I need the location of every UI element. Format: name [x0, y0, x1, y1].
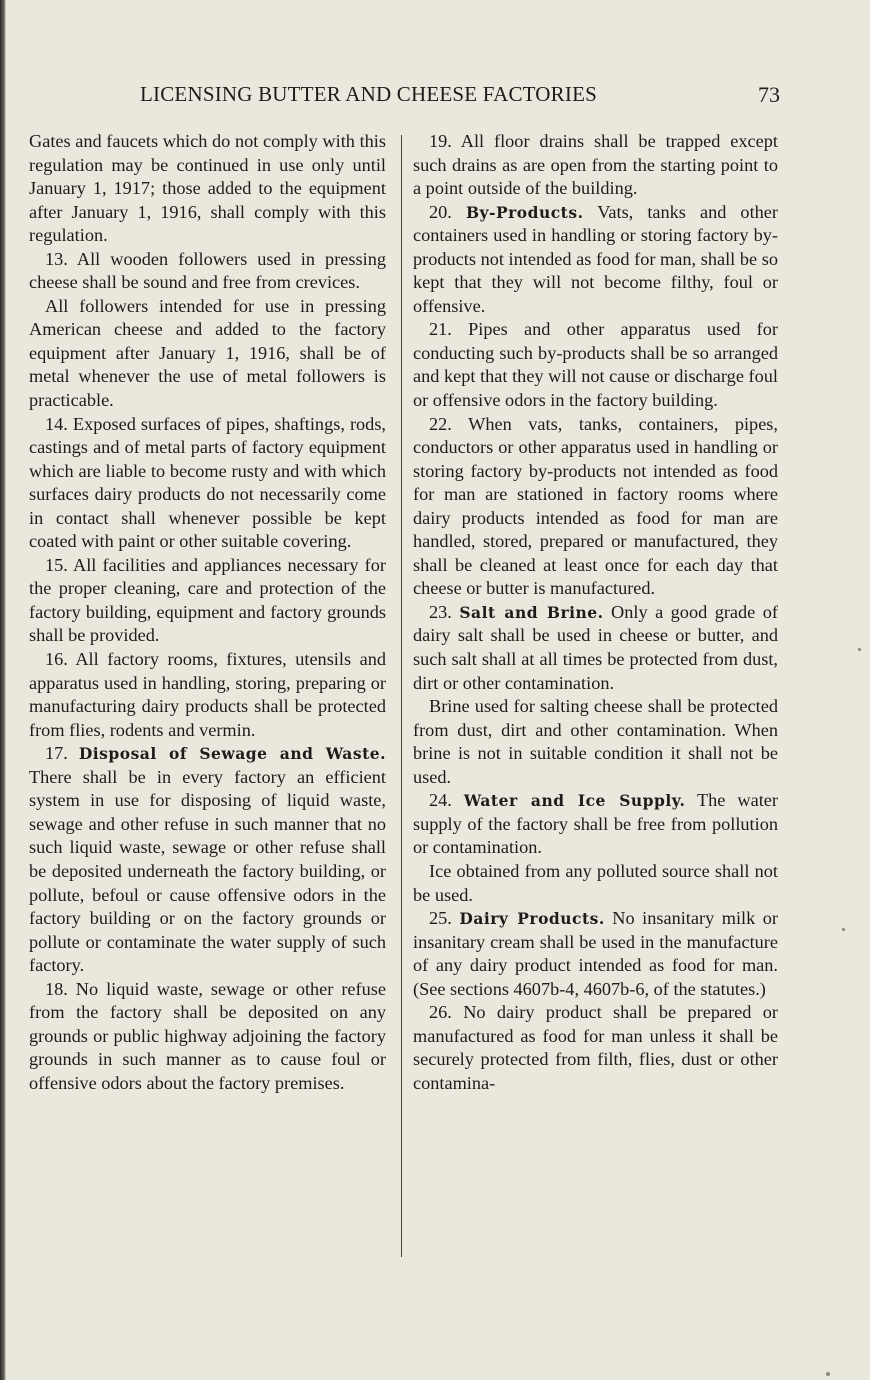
section-number: 17. [45, 743, 68, 764]
paragraph-26: 26. No dairy product shall be prepared or manufactured as food for man unless it shall be securely protected from filth, flies, dust or other contamina- [413, 1002, 778, 1093]
section-heading-dairy-products: Dairy Products. [459, 909, 605, 929]
paragraph-17 [29, 742, 386, 977]
section-text: The water supply of the factory shall be free from pollution or contamination. [413, 790, 778, 858]
paragraph-22: 22. When vats, tanks, containers, pipes, conductors or other apparatus used in handling or storing factory by-products not intended as food for man are stationed in factory rooms where dairy products intended as food for man are handled, stored, prepared or manufactured, they shall be cleaned at least once for each day that cheese or butter is manufactured. [413, 413, 778, 599]
section-text: Only a good grade of dairy salt shall be used in cheese or butter, and such salt shall at all times be protected from dust, dirt or other contamination. [413, 601, 778, 693]
paragraph-20 [413, 201, 778, 319]
section-text: No insanitary milk or insanitary cream shall be used in the manufacture of any dairy product intended as food for man. (See sections 4607b-4, 4607b-6, of the statutes.) [413, 908, 778, 999]
paragraph-21: 21. Pipes and other apparatus used for conducting such by-products shall be so arranged and kept that they will not cause or discharge foul or offensive odors in the factory building. [413, 319, 778, 411]
left-column [29, 130, 386, 1095]
paragraph-15: 15. All facilities and appliances necessary for the proper cleaning, care and protection of the factory building, equipment and factory grounds shall be provided. [29, 554, 386, 646]
paper-speck [842, 928, 845, 931]
paragraph-brine: Brine used for salting cheese shall be protected from dust, dirt and other contamination. When brine is not in suitable condition it shall not be used. [413, 696, 778, 787]
section-text: Vats, tanks and other containers used in handling or storing factory by-products not intended as food for man, shall be so kept that they will not become filthy, foul or offensive. [413, 201, 778, 316]
paragraph-18: 18. No liquid waste, sewage or other refuse from the factory shall be deposited on any grounds or public highway adjoining the factory grounds in such manner as to cause foul or offensive odors about the factory premises. [29, 978, 386, 1093]
paragraph-25 [413, 907, 778, 1001]
section-heading-by-products: By-Products. [465, 202, 584, 222]
page-number: 73 [758, 82, 780, 107]
section-heading-salt-brine: Salt and Brine. [459, 602, 604, 622]
section-number: 24. [429, 790, 452, 811]
paragraph-followers-metal: All followers intended for use in pressing American cheese and added to the factory equipment after January 1, 1916, shall be of metal whenever the use of metal followers is practicable. [29, 295, 386, 411]
paragraph-gates-faucets: Gates and faucets which do not comply with this regulation may be continued in use only until January 1, 1917; those added to the equipment after January 1, 1916, shall comply with this regulation. [29, 131, 386, 246]
paragraph-13: 13. All wooden followers used in pressing cheese shall be sound and free from crevices. [29, 248, 386, 293]
page-binding-edge [0, 0, 6, 1380]
paper-speck [858, 648, 861, 651]
running-title: LICENSING BUTTER AND CHEESE FACTORIES [140, 82, 597, 106]
paragraph-16: 16. All factory rooms, fixtures, utensils and apparatus used in handling, storing, preparing or manufacturing dairy products shall be protected from flies, rodents and vermin. [29, 649, 386, 740]
section-text: There shall be in every factory an efficient system in use for disposing of liquid waste, sewage and other refuse in such manner that no such liquid waste, sewage or other refuse shall be deposited underneath the factory building, or pollute, befoul or cause offensive odors in the factory building or on the factory grounds or pollute or contaminate the water supply of such factory. [29, 766, 386, 976]
section-heading-water-ice: Water and Ice Supply. [463, 791, 686, 811]
page-header [140, 82, 780, 112]
section-number: 25. [429, 908, 452, 929]
column-divider [401, 135, 402, 1257]
section-heading-sewage-waste: Disposal of Sewage and Waste. [78, 744, 386, 764]
paragraph-ice: Ice obtained from any polluted source shall not be used. [413, 860, 778, 905]
right-column [413, 130, 778, 1095]
paragraph-19: 19. All floor drains shall be trapped except such drains as are open from the starting point to a point outside of the building. [413, 131, 778, 199]
section-number: 20. [429, 201, 452, 222]
paragraph-24 [413, 789, 778, 860]
paragraph-14: 14. Exposed surfaces of pipes, shaftings, rods, castings and of metal parts of factory equipment which are liable to become rusty and with which surfaces dairy products do not necessarily come in contact shall whenever possible be kept coated with paint or other suitable covering. [29, 413, 386, 552]
section-number: 23. [429, 601, 452, 622]
paragraph-23 [413, 601, 778, 695]
paper-speck [826, 1372, 830, 1376]
